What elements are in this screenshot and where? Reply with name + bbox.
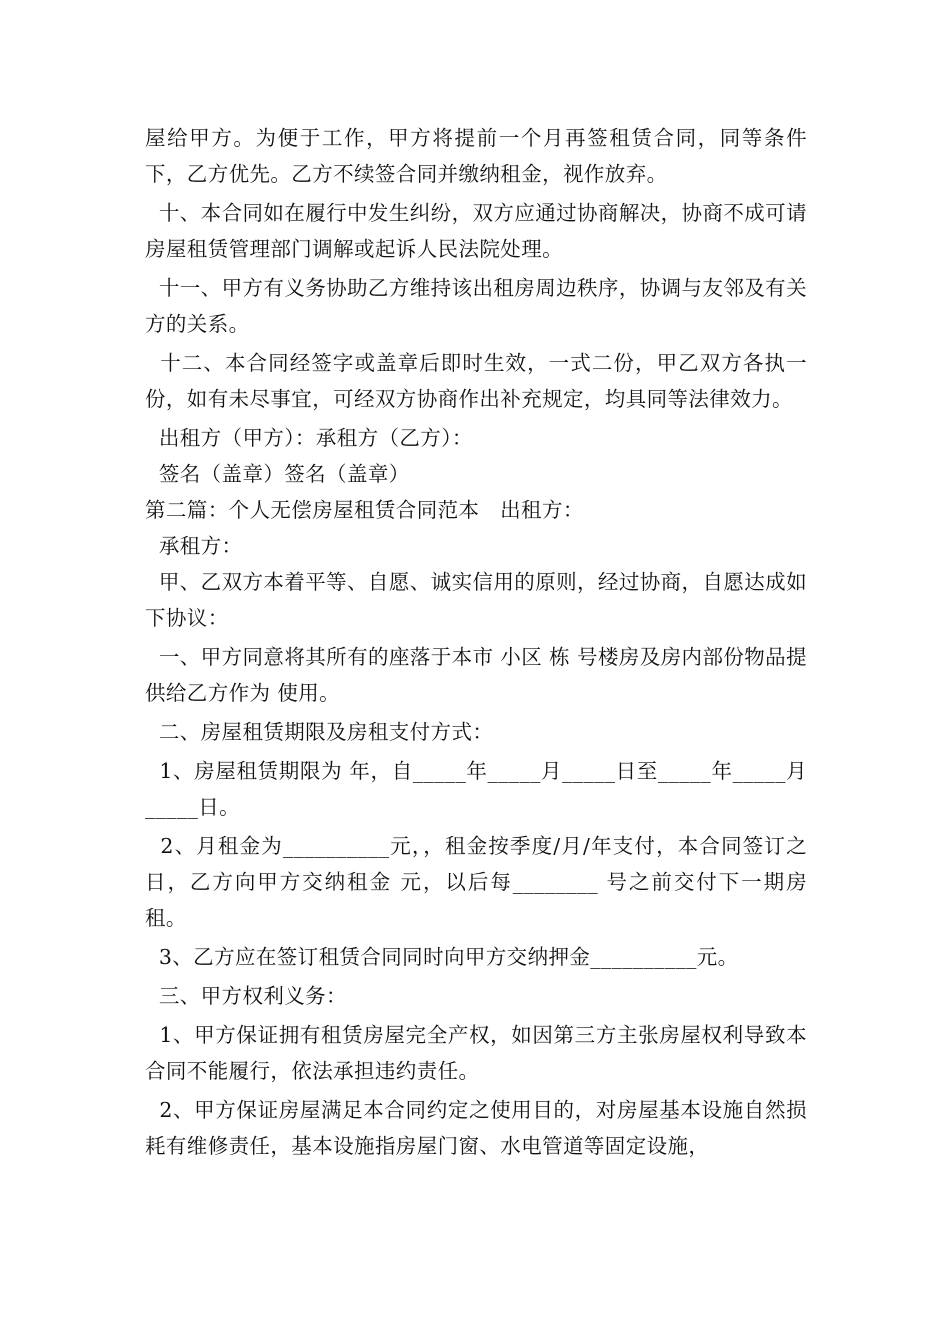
section-heading-part-two: 第二篇：个人无偿房屋租赁合同范本 出租方：	[145, 498, 584, 522]
paragraph-lease-renewal: 屋给甲方。为便于工作，甲方将提前一个月再签租赁合同，同等条件下，乙方优先。乙方不续签合同并缴纳租金，视作放弃。	[145, 126, 807, 186]
paragraph-clause-12: 十二、本合同经签字或盖章后即时生效，一式二份，甲乙双方各执一份，如有未尽事宜，可经双方协商作出补充规定，均具同等法律效力。	[145, 351, 807, 411]
paragraph-deposit: 3、乙方应在签订租赁合同同时向甲方交纳押金__________元。	[145, 945, 739, 969]
paragraph-article-1: 一、甲方同意将其所有的座落于本市 小区 栋 号楼房及房内部份物品提供给乙方作为 使用。	[145, 645, 807, 705]
paragraph-parties: 出租方（甲方）：承租方（乙方）：	[145, 426, 473, 450]
paragraph-monthly-rent: 2、月租金为__________元，，租金按季度/月/年支付，本合同签订之日，乙方向甲方交纳租金 元，以后每________ 号之前交付下一期房租。	[145, 834, 807, 930]
paragraph-ownership-guarantee: 1、甲方保证拥有租赁房屋完全产权，如因第三方主张房屋权利导致本合同不能履行，依法承担违约责任。	[145, 1023, 807, 1083]
paragraph-agreement-intro: 甲、乙双方本着平等、自愿、诚实信用的原则，经过协商，自愿达成如下协议：	[145, 570, 807, 630]
paragraph-maintenance-duty: 2、甲方保证房屋满足本合同约定之使用目的，对房屋基本设施自然损耗有维修责任，基本设施指房屋门窗、水电管道等固定设施，	[145, 1098, 807, 1158]
paragraph-clause-10: 十、本合同如在履行中发生纠纷，双方应通过协商解决，协商不成可请房屋租赁管理部门调解或起诉人民法院处理。	[145, 201, 807, 261]
document-body	[145, 120, 807, 1167]
paragraph-clause-11: 十一、甲方有义务协助乙方维持该出租房周边秩序，协调与友邻及有关方的关系。	[145, 276, 807, 336]
paragraph-lessee: 承租方：	[145, 534, 243, 558]
paragraph-article-3-heading: 三、甲方权利义务：	[145, 984, 347, 1008]
paragraph-lease-term: 1、房屋租赁期限为 年，自_____年_____月_____日至_____年_____月_____日。	[145, 759, 807, 819]
paragraph-signatures: 签名（盖章）签名（盖章）	[145, 462, 410, 486]
paragraph-article-2-heading: 二、房屋租赁期限及房租支付方式：	[145, 720, 494, 744]
